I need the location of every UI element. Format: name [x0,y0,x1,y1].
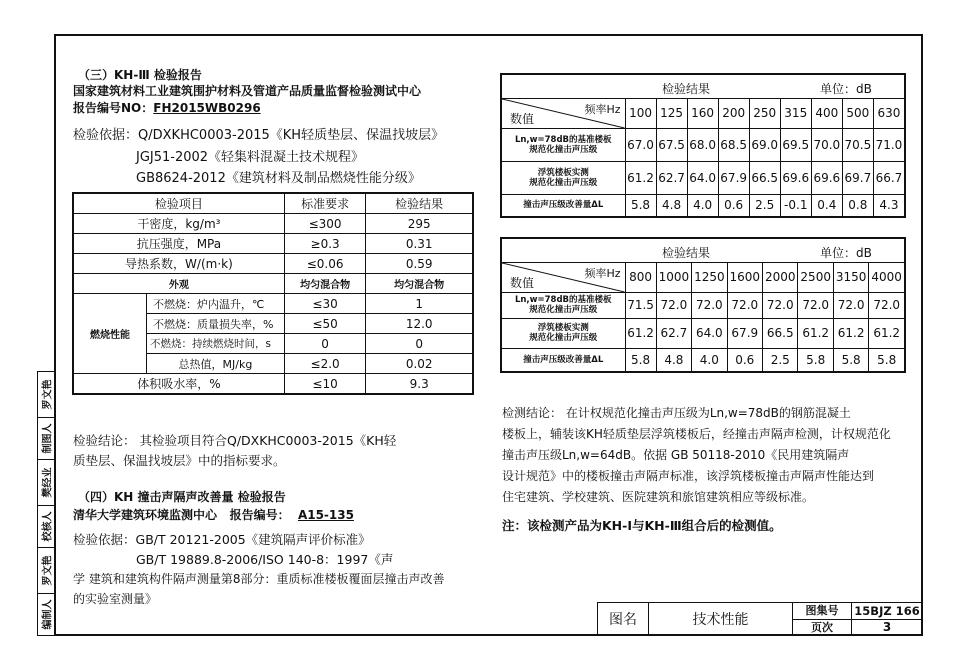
strip-cell: 编制人 [42,599,54,629]
results-unit: 单位：dB [820,246,872,260]
table-row: 外观 均匀混合物 均匀混合物 [73,274,473,294]
table-row: 体积吸水率，% ≤10 9.3 [73,374,473,395]
conclusion-line: 撞击声压级Ln,w=64dB。依据 GB 50118-2010《民用建筑隔声 [502,448,850,462]
strip-cell: 樊经业 [38,460,54,506]
section4-basis-line: 检验依据：GB/T 20121-2005《建筑隔声评价标准》 [73,532,371,547]
results-title: 检验结果 [662,246,711,260]
results-title: 检验结果 [662,82,711,96]
freq-value-header: 频率Hz 数值 [501,262,625,292]
results-title-row [501,238,905,262]
table-row: 撞击声压级改善量ΔL 5.8 4.8 4.0 0.6 2.5 5.8 5.8 5.8 [501,348,905,372]
table-row: 撞击声压级改善量ΔL 5.8 4.8 4.0 0.6 2.5 -0.1 0.4 0.8 4.3 [501,194,905,217]
freq-row: 频率Hz 数值 100 125 160 200 250 315 400 500 630 [501,98,905,128]
atlas-label: 图集号 [793,603,852,620]
conclusion-line: 楼板上，辅装该KH轻质垫层浮筑楼板后，经撞击声隔声检测，计权规范化 [502,427,891,441]
table-row: 总热值，MJ/kg ≤2.0 0.02 [73,354,473,374]
section3-table [72,192,474,395]
section3-conclusion-line: 质垫层、保温找坡层》中的指标要求。 [73,453,286,468]
results-table-2 [500,237,906,373]
strip-cell: 校核人 [38,506,54,548]
atlas-number: 15BJZ 166 [852,603,922,620]
section4-basis-line: GB/T 19889.8-2006/ISO 140-8：1997《声 [136,552,394,567]
table-row: 浮筑楼板实测 规范化撞击声压级 61.2 62.7 64.0 67.9 66.5 61.2 61.2 61.2 [501,318,905,348]
section3-basis-line: JGJ51-2002《轻集料混凝土技术规程》 [136,150,365,165]
section3-heading: （三）KH-Ⅲ 检验报告 [78,68,202,82]
section3-conclusion-line: 检验结论： 其检验项目符合Q/DXKHC0003-2015《KH轻 [73,433,397,448]
table-header-row [73,193,473,214]
results-table-1 [500,73,906,218]
section3-report-no: 报告编号NO：FH2015WB0296 [73,101,261,115]
section4-basis-line: 学 建筑和建筑构件隔声测量第8部分：重质标准楼板覆面层撞击声改善 [73,572,445,586]
freq-row: 频率Hz 数值 800 1000 1250 1600 2000 2500 3150 4000 [501,262,905,292]
section4-basis-line: 的实验室测量》 [73,592,158,606]
freq-value-header: 频率Hz 数值 [501,98,625,128]
results-title-row [501,74,905,98]
conclusion-line: 住宅建筑、学校建筑、医院建筑和旅馆建筑相应等级标准。 [502,490,815,504]
table-row: Ln,w=78dB的基准楼板 规范化撞击声压级 71.5 72.0 72.0 72.0 72.0 72.0 72.0 72.0 [501,292,905,318]
table-row: 导热系数，W/(m·k) ≤0.06 0.59 [73,254,473,274]
header-cell: 检验项目 [73,193,284,214]
strip-cell: 罗文艳 [38,372,54,418]
strip-cell: 罗文艳 [38,548,54,594]
note: 注：该检测产品为KH-Ⅰ与KH-Ⅲ组合后的检测值。 [502,518,782,533]
table-row: Ln,w=78dB的基准楼板 规范化撞击声压级 67.0 67.5 68.0 68.5 69.0 69.5 70.0 70.5 71.0 [501,128,905,161]
header-cell: 标准要求 [284,193,366,214]
page-number: 3 [882,620,892,634]
fire-group-cell: 燃烧性能 [73,294,147,374]
section3-basis-line: 检验依据：Q/DXKHC0003-2015《KH轻质垫层、保温找坡层》 [73,128,445,143]
table-row: 不燃烧：持续燃烧时间，s 0 0 [73,334,473,354]
results-unit: 单位：dB [820,82,872,96]
title-block [597,602,923,636]
table-row: 干密度，kg/m³ ≤300 295 [73,214,473,234]
section4-heading: （四）KH 撞击声隔声改善量 检验报告 [78,490,286,504]
table-row: 浮筑楼板实测 规范化撞击声压级 61.2 62.7 64.0 67.9 66.5 69.6 69.6 69.7 66.7 [501,161,905,194]
conclusion-line: 检测结论： 在计权规范化撞击声压级为Ln,w=78dB的钢筋混凝土 [502,406,851,420]
strip-cell: 制图人 [38,418,54,460]
table-row: 不燃烧：质量损失率，% ≤50 12.0 [73,314,473,334]
section4-org-line: 清华大学建筑环境监测中心 报告编号： A15-135 [73,508,354,522]
section3-org: 国家建筑材料工业建筑围护材料及管道产品质量监督检验测试中心 [73,84,422,98]
table-row: 抗压强度，MPa ≥0.3 0.31 [73,234,473,254]
table-row: 燃烧性能 不燃烧：炉内温升，℃ ≤30 1 [73,294,473,314]
conclusion-line: 设计规范》中的楼板撞击声隔声标准，该浮筑楼板撞击声隔声性能达到 [502,469,875,483]
page-label: 页次 [793,620,852,635]
section3-basis-line: GB8624-2012《建筑材料及制品燃烧性能分级》 [136,171,421,186]
title-block-name: 技术性能 [649,603,793,635]
title-block-name-label: 图名 [598,603,649,635]
header-cell: 检验结果 [366,193,473,214]
approval-strip [37,371,54,636]
